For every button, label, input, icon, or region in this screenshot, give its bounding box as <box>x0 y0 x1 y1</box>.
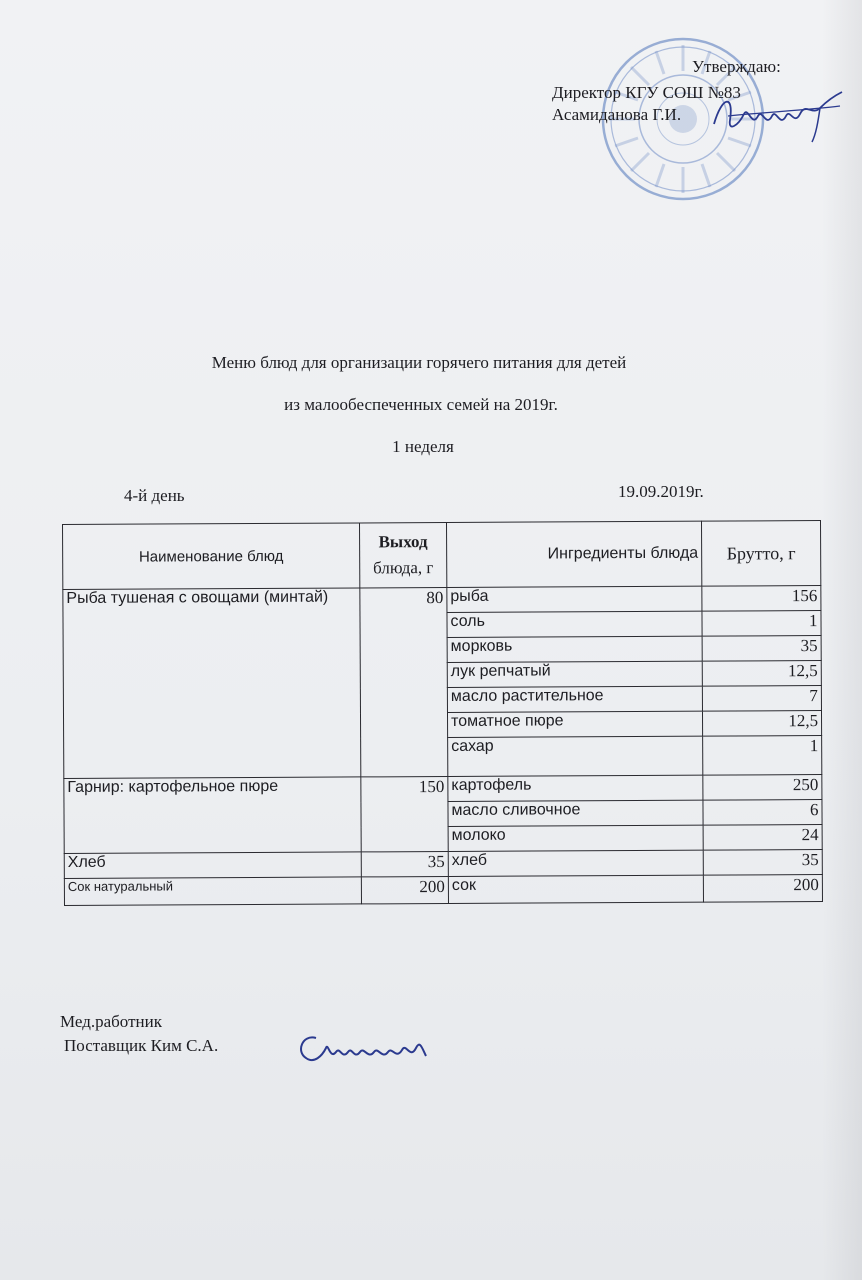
dish-output: 150 <box>361 776 448 851</box>
dish-name: Сок натуральный <box>64 877 361 906</box>
ingredient-brutto: 35 <box>702 636 821 662</box>
ingredient-name: масло растительное <box>447 686 702 712</box>
ingredient-brutto: 156 <box>702 586 821 612</box>
ingredient-name: сахар <box>448 736 703 776</box>
header-output <box>359 522 446 587</box>
ingredient-brutto: 200 <box>703 875 822 903</box>
dish-name: Рыба тушеная с овощами (минтай) <box>63 588 361 779</box>
header-brutto: Брутто, г <box>701 521 820 587</box>
menu-title-line-2: из малообеспеченных семей на 2019г. <box>284 395 558 414</box>
header-ingredients: Ингредиенты блюда <box>446 521 701 587</box>
header-output-line-2: блюда, г <box>373 558 434 578</box>
ingredient-name: картофель <box>448 775 703 801</box>
ingredient-name: рыба <box>447 586 702 612</box>
ingredient-brutto: 250 <box>703 775 822 801</box>
approval-title: Утверждаю: <box>692 57 781 76</box>
ingredient-name: хлеб <box>448 850 703 876</box>
ingredient-name: томатное пюре <box>447 711 702 737</box>
ingredient-brutto: 6 <box>703 800 822 826</box>
day-label: 4-й день <box>124 486 185 505</box>
header-output-line-1: Выход <box>378 532 428 552</box>
dish-name: Хлеб <box>64 852 361 879</box>
approval-name: Асамиданова Г.И. <box>552 105 682 124</box>
supplier-label: Поставщик Ким С.А. <box>64 1036 219 1055</box>
menu-week: 1 неделя <box>392 437 454 456</box>
table-header-row <box>63 521 821 590</box>
ingredient-brutto: 24 <box>703 825 822 851</box>
ingredient-brutto: 12,5 <box>702 711 821 737</box>
ingredient-brutto: 1 <box>703 736 822 776</box>
ingredient-brutto: 12,5 <box>702 661 821 687</box>
ingredient-name: лук репчатый <box>447 661 702 687</box>
director-signature <box>708 86 848 146</box>
ingredient-name: соль <box>447 611 702 637</box>
header-dish-name: Наименование блюд <box>63 523 360 590</box>
med-worker-label: Мед.работник <box>60 1012 162 1031</box>
ingredient-brutto: 35 <box>703 850 822 876</box>
menu-table <box>62 520 823 906</box>
dish-output: 200 <box>361 876 448 903</box>
ingredient-brutto: 7 <box>702 686 821 712</box>
page-shadow <box>822 0 862 1280</box>
dish-output: 80 <box>360 587 448 776</box>
ingredient-name: молоко <box>448 825 703 851</box>
ingredient-name: масло сливочное <box>448 800 703 826</box>
dish-output: 35 <box>361 851 448 876</box>
ingredient-name: морковь <box>447 636 702 662</box>
approval-director: Директор КГУ СОШ №83 <box>552 83 741 102</box>
ingredient-brutto: 1 <box>702 611 821 637</box>
dish-name: Гарнир: картофельное пюре <box>64 777 361 854</box>
supplier-signature <box>292 1026 432 1070</box>
menu-title-line-1: Меню блюд для организации горячего питания для детей <box>211 353 627 372</box>
date-label: 19.09.2019г. <box>618 482 704 501</box>
table-row <box>64 875 822 906</box>
ingredient-name: сок <box>448 875 703 903</box>
